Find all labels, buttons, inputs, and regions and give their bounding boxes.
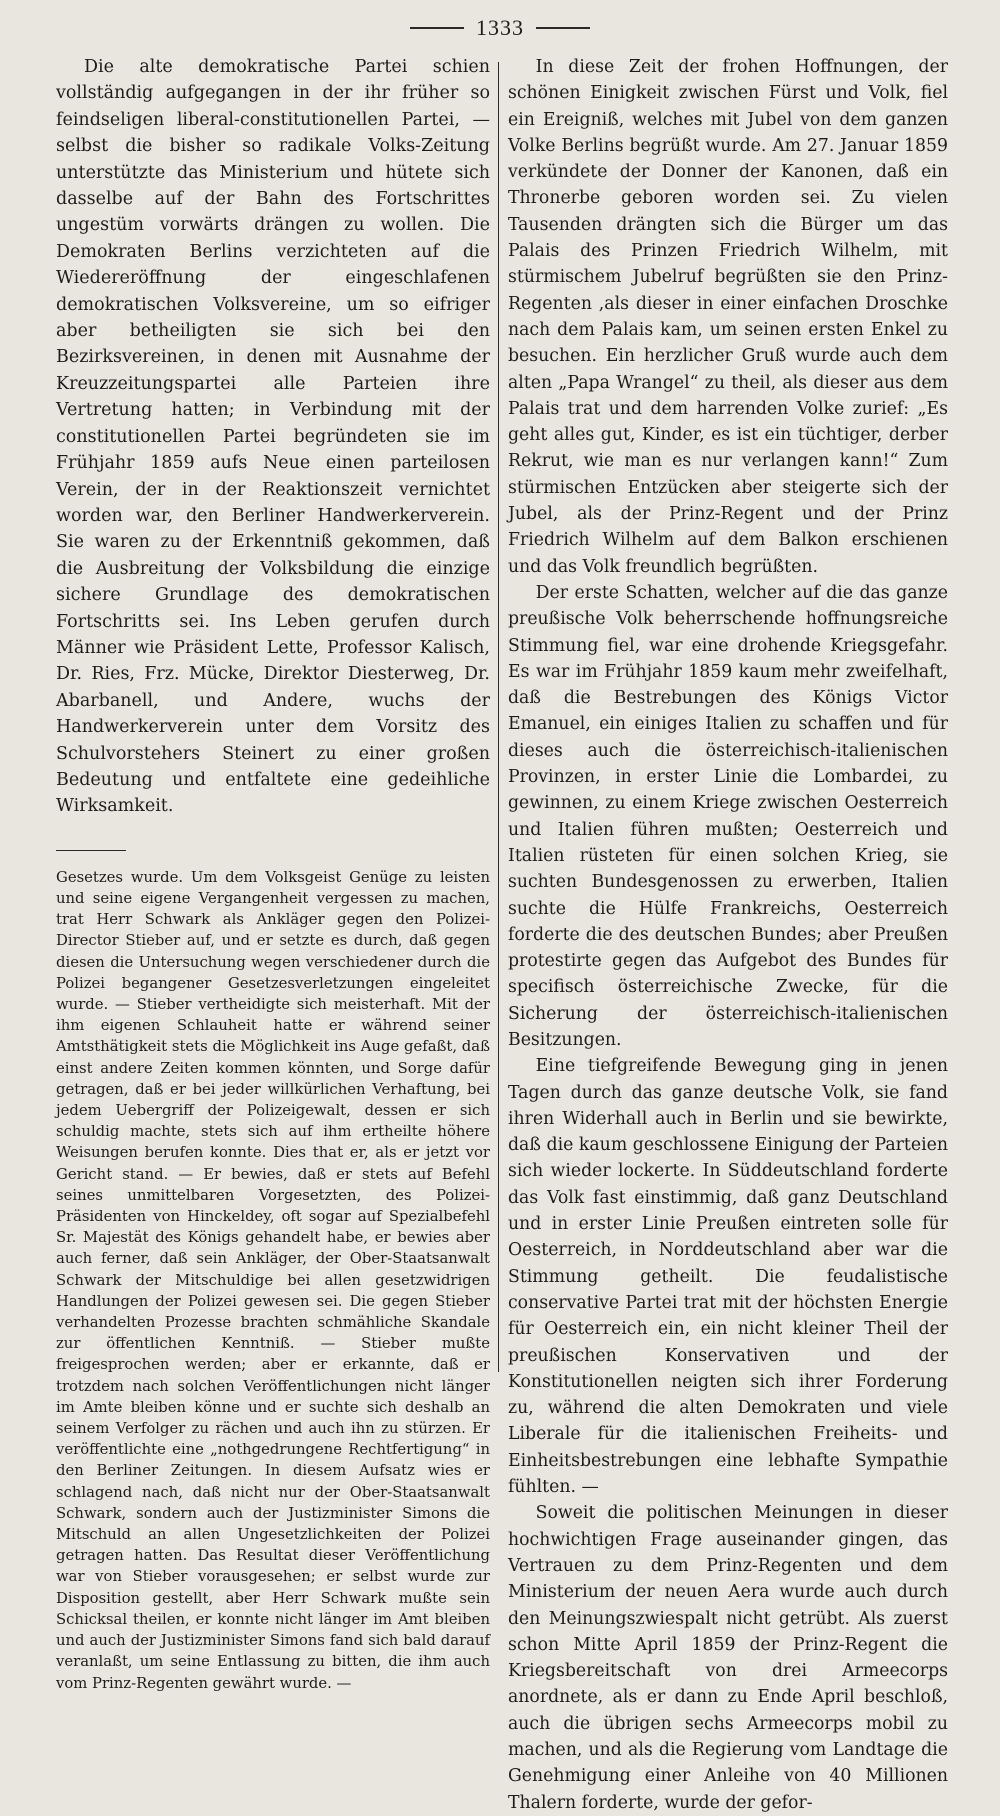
column-divider	[498, 62, 499, 1372]
right-paragraph-4: Soweit die politischen Meinungen in dieser hochwichtigen Frage auseinander gingen, das Vertrauen zu dem Prinz-Regenten und dem Ministerium der neuen Aera wurde auch durch den Meinungszwiespalt nicht getrübt. Als zuerst schon Mitte April 1859 der Prinz-Regent die Kriegsbereitschaft von drei Armeecorps anordnete, als er dann zu Ende April beschloß, auch die übrigen sechs Armeecorps mobil zu machen, und als die Regierung vom Landtage die Genehmigung einer Anleihe von 40 Millionen Thalern forderte, wurde der gefor-	[508, 1503, 948, 1813]
right-paragraph-2: Der erste Schatten, welcher auf die das ganze preußische Volk beherrschende hoffnungsreiche Stimmung fiel, war eine drohende Kriegsgefahr. Es war im Frühjahr 1859 kaum mehr zweifelhaft, daß die Bestrebungen des Königs Victor Emanuel, ein einiges Italien zu schaffen und für dieses auch die österreichisch-italienischen Provinzen, in erster Linie die Lombardei, zu gewinnen, zu einem Kriege zwischen Oesterreich und Italien führen mußten; Oesterreich und Italien rüsteten für einen solchen Krieg, sie suchten Bundesgenossen zu erwerben, Italien suchte die Hülfe Frankreichs, Oesterreich forderte die des deutschen Bundes; aber Preußen protestirte gegen das Aufgebot des Bundes für specifisch österreichische Zwecke, für die Sicherung der österreichisch-italienischen Besitzungen.	[508, 582, 948, 1050]
left-main-text	[56, 54, 490, 820]
footnote-rule	[56, 850, 126, 851]
page-number: 1333	[476, 15, 524, 40]
right-paragraph-1: In diese Zeit der frohen Hoffnungen, der schönen Einigkeit zwischen Fürst und Volk, fiel ein Ereigniß, welches mit Jubel von dem ganzen Volke Berlins begrüßt wurde. Am 27. Januar 1859 verkündete der Donner der Kanonen, daß ein Thronerbe geboren worden sei. Zu vielen Tausenden drängten sich die Bürger um das Palais des Prinzen Friedrich Wilhelm, mit stürmischem Jubelruf begrüßten sie den Prinz-Regenten ,als dieser in einer einfachen Droschke nach dem Palais kam, um seinen ersten Enkel zu besuchen. Ein herzlicher Gruß wurde auch dem alten „Papa Wrangel“ zu theil, als dieser aus dem Palais trat und dem harrenden Volke zurief: „Es geht alles gut, Kinder, es ist ein tüchtiger, derber Rekrut, wie man es nur verlangen kann!“ Zum stürmischen Entzücken aber steigerte sich der Jubel, als der Prinz-Regent und der Prinz Friedrich Wilhelm auf dem Balkon erschienen und das Volk freundlich begrüßten.	[508, 57, 948, 577]
right-main-text	[508, 54, 948, 1816]
footnote	[56, 867, 490, 1694]
header-dash-left	[410, 27, 464, 29]
right-column	[508, 54, 948, 1813]
left-column	[56, 54, 490, 1692]
header-dash-right	[536, 27, 590, 29]
footnote-text: Gesetzes wurde. Um dem Volksgeist Genüge zu leisten und seine eigene Vergangenheit vergessen zu machen, trat Herr Schwark als Ankläger gegen den Polizei-Director Stieber auf, und er setzte es durch, daß gegen diesen die Untersuchung wegen verschiedener durch die Polizei begangener Gesetzesverletzungen eingeleitet wurde. — Stieber vertheidigte sich meisterhaft. Mit der ihm eigenen Schlauheit hatte er während seiner Amtsthätigkeit stets die Möglichkeit ins Auge gefaßt, daß einst andere Zeiten kommen könnten, und Sorge dafür getragen, daß er bei jeder willkürlichen Verhaftung, bei jedem Uebergriff der Polizeigewalt, dessen er sich schuldig machte, stets sich auf ihm ertheilte höhere Weisungen berufen konnte. Dies that er, als er jetzt vor Gericht stand. — Er bewies, daß er stets auf Befehl seines unmittelbaren Vorgesetzten, des Polizei-Präsidenten von Hinckeldey, oft sogar auf Spezialbefehl Sr. Majestät des Königs gehandelt habe, er bewies aber auch ferner, daß sein Ankläger, der Ober-Staatsanwalt Schwark der Mitschuldige bei allen gesetzwidrigen Handlungen der Polizei gewesen sei. Die gegen Stieber verhandelten Prozesse brachten schmähliche Skandale zur öffentlichen Kenntniß. — Stieber mußte freigesprochen werden; aber er erkannte, daß er trotzdem nach solchen Veröffentlichungen nicht länger im Amte bleiben könne und er suchte sich deshalb an seinem Verfolger zu rächen und auch ihn zu stürzen. Er veröffentlichte eine „nothgedrungene Rechtfertigung“ in den Berliner Zeitungen. In diesem Aufsatz wies er schlagend nach, daß nicht nur der Ober-Staatsanwalt Schwark, sondern auch der Justizminister Simons die Mitschuld an allen Ungesetzlichkeiten der Polizei getragen hatten. Das Resultat dieser Veröffentlichung war von Stieber vorausgesehen; er selbst wurde zur Disposition gestellt, aber Herr Schwark mußte sein Schicksal theilen, er konnte nicht länger im Amt bleiben und auch der Justizminister Simons fand sich bald darauf veranlaßt, um seine Entlassung zu bitten, die ihm auch vom Prinz-Regenten gewährt wurde. —	[56, 868, 490, 1692]
page-header	[0, 8, 1000, 48]
left-paragraph-1: Die alte demokratische Partei schien vollständig aufgegangen in der ihr früher so feindseligen liberal-constitutionellen Partei, — selbst die bisher so radikale Volks-Zeitung unterstützte das Ministerium und hütete sich dasselbe auf der Bahn des Fortschrittes ungestüm vorwärts drängen zu wollen. Die Demokraten Berlins verzichteten auf die Wiedereröffnung der eingeschlafenen demokratischen Volksvereine, um so eifriger aber betheiligten sie sich bei den Bezirksvereinen, in denen mit Ausnahme der Kreuzzeitungspartei alle Parteien ihre Vertretung hatten; in Verbindung mit der constitutionellen Partei begründeten sie im Frühjahr 1859 aufs Neue einen parteilosen Verein, der in der Reaktionszeit vernichtet worden war, den Berliner Handwerkerverein. Sie waren zu der Erkenntniß gekommen, daß die Ausbreitung der Volksbildung die einzige sichere Grundlage des demokratischen Fortschritts sei. Ins Leben gerufen durch Männer wie Präsident Lette, Professor Kalisch, Dr. Ries, Frz. Mücke, Direktor Diesterweg, Dr. Abarbanell, und Andere, wuchs der Handwerkerverein unter dem Vorsitz des Schulvorstehers Steinert zu einer großen Bedeutung und entfaltete eine gedeihliche Wirksamkeit.	[56, 57, 490, 817]
right-paragraph-3: Eine tiefgreifende Bewegung ging in jenen Tagen durch das ganze deutsche Volk, sie fand ihren Widerhall auch in Berlin und sie bewirkte, daß die kaum geschlossene Einigung der Parteien sich wieder lockerte. In Süddeutschland forderte das Volk fast einstimmig, daß ganz Deutschland und in erster Linie Preußen eintreten solle für Oesterreich, in Norddeutschland aber war die Stimmung getheilt. Die feudalistische conservative Partei trat mit der höchsten Energie für Oesterreich ein, ein nicht kleiner Theil der preußischen Konservativen und der Konstitutionellen neigten sich ihrer Forderung zu, während die alten Demokraten und viele Liberale für die italienischen Freiheits- und Einheitsbestrebungen eine lebhafte Sympathie fühlten. —	[508, 1056, 948, 1498]
